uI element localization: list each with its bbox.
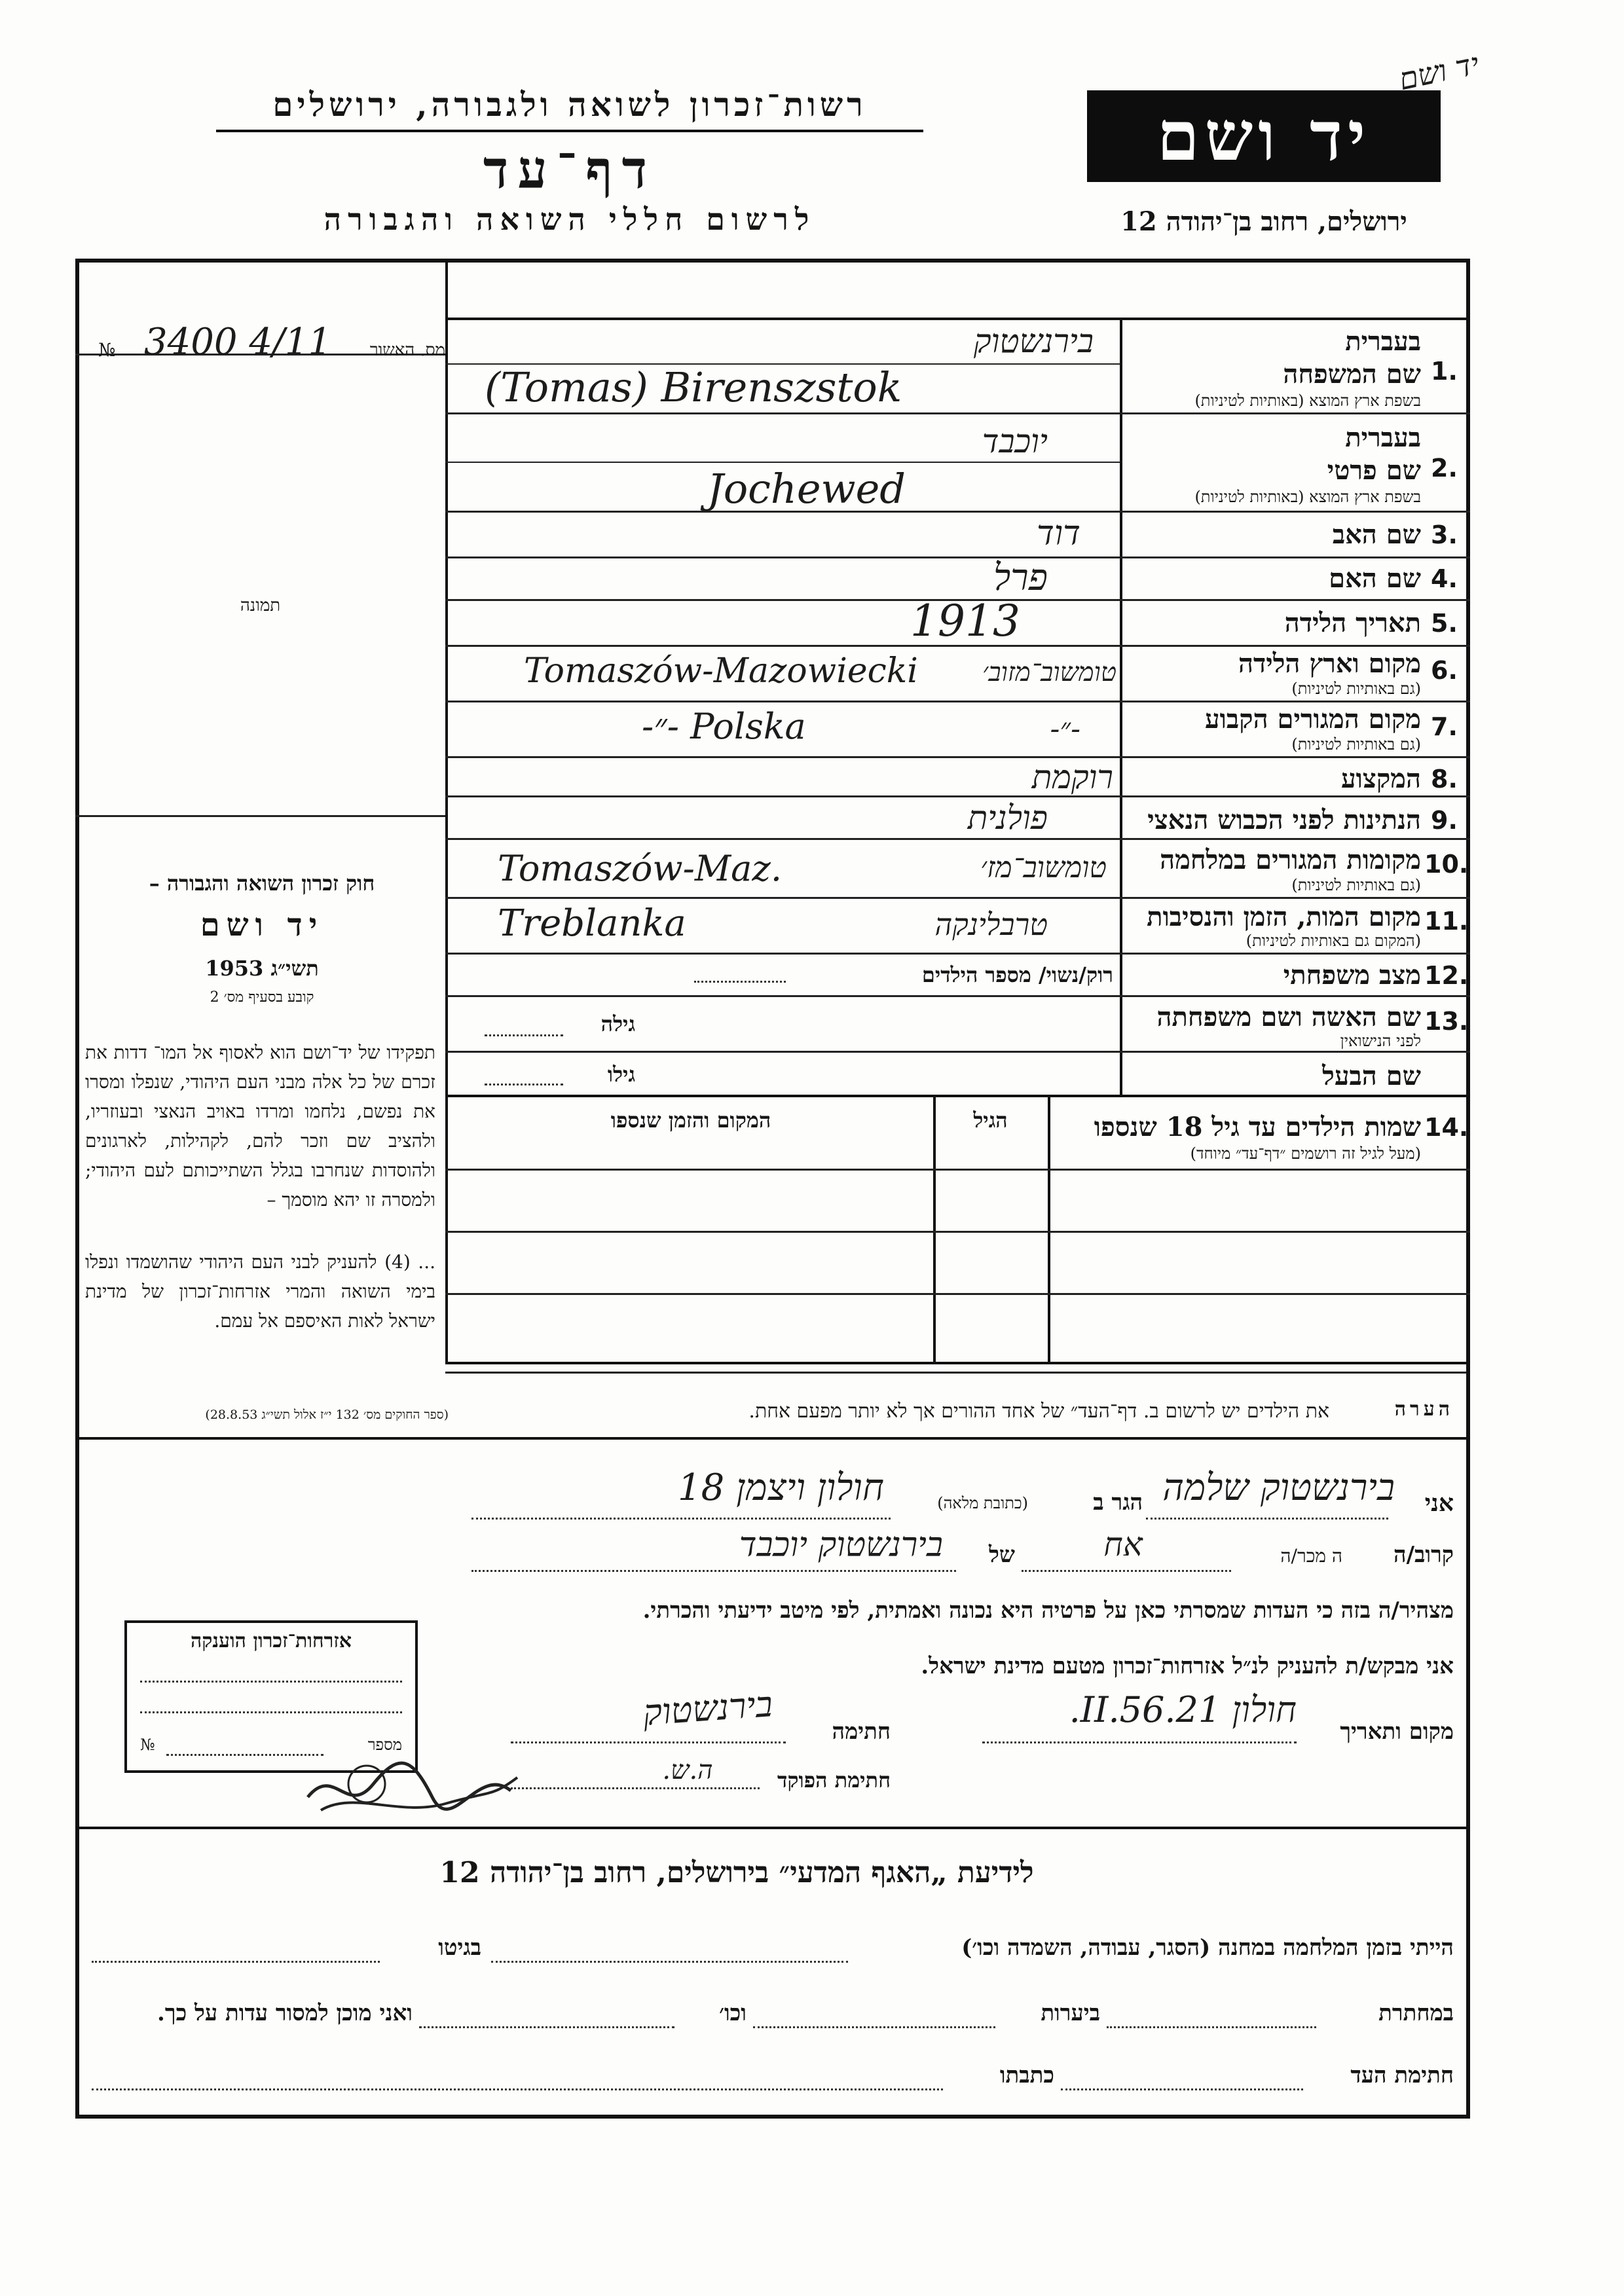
relative-name: בירנשטוק יוכבד [739,1525,943,1565]
signature-line [511,1741,786,1743]
law-title: חוק זכרון השואה והגבורה – [149,871,375,896]
relative-line [471,1570,956,1572]
declaration-i: אני [1424,1489,1454,1517]
officer-signature-line [511,1787,760,1789]
footer-witness-signature: חתימת העד [1350,2062,1454,2088]
row-11-label: מקום המות, הזמן והנסיבות [1147,902,1421,932]
citizenship-box-number-mark: № [140,1736,155,1754]
officer-signature-value: ה.ש. [662,1755,713,1785]
row-rule [445,701,1470,702]
row-11-value-hebrew: טרבלינקה [934,907,1048,942]
row-4-number: 4. [1431,564,1458,593]
row-6-label: מקום וארץ הלידה [1238,648,1421,679]
footer-ready: ואני מוכן למסור עדות על כך. [157,2000,413,2026]
row-rule [445,1051,1470,1053]
law-paragraph-2: ... (4) להעניק לבני העם היהודי שהושמדו ונפלו בימי השואה והמרי אזרחות־זכרון של מדינת ישראל לאות האיספם אל עמם. [85,1251,435,1332]
note-label: הערה [1394,1398,1454,1421]
footer-address: כתבתו [999,2062,1054,2088]
header-address: ירושלים, רחוב בן־יהודה 12 [1120,206,1407,237]
citizenship-box-title: אזרחות־זכרון הוענקה [190,1630,352,1652]
children-col-divider [933,1095,936,1362]
signature-label: חתימה [832,1719,891,1745]
children-row-rule [445,1231,1470,1233]
signature-value: בירנשטוק [641,1683,774,1734]
row-1-label: שם המשפחה [1283,359,1421,390]
approval-number-label: מס. האשור [369,340,445,360]
relation-label: קרוב/ה [1393,1542,1454,1568]
row-10-number: 10. [1424,850,1469,879]
row-2-number: 2. [1431,454,1458,483]
citizenship-box-line-1 [140,1681,402,1683]
photo-label: תמונה [240,596,281,615]
row-7-sub: (גם באותיות לטיניות) [1291,735,1421,754]
frame-left [75,259,79,2119]
row-6-value-latin: Tomaszów-Mazowiecki [524,651,918,691]
row-2-value-latin: Jochewed [707,465,906,513]
row-rule [445,995,1470,997]
row-rule [445,838,1470,840]
row-9-number: 9. [1431,806,1458,835]
row-13-age-label: גילה [600,1011,635,1036]
left-column-divider [445,259,448,1362]
row-3-value: דוד [1037,514,1080,553]
footer-underground-fill [1107,2026,1316,2028]
declaration-statement: מצהיר/ה בזה כי העדות שמסרתי כאן על פרטיה היא נכונה ואמתית, לפי מיטב ידיעתי והכרתי. [642,1597,1454,1624]
row-13-number: 13. [1424,1007,1469,1036]
row-rule [445,412,1470,414]
authority-title: רשות־זכרון לשואה ולגבורה, ירושלים [272,85,867,124]
row-10-value-hebrew: טומשוב־מז׳ [980,851,1107,884]
relation-value: אח [1103,1525,1143,1563]
footer-forests: ביערות [1041,2000,1100,2026]
row-rule [445,953,1470,955]
footer-heading: לידיעת „האגף המדעי״ בירושלים, רחוב בן־יהודה 12 [439,1856,1034,1889]
form-subtitle: לרשום חללי השואה והגבורה [323,202,816,237]
children-col-divider [1048,1095,1050,1362]
law-source: (ספר החוקים מס׳ 132 י״ז אלול תשי״ג 28.8.53) [205,1408,449,1422]
row-5-label: תאריך הלידה [1284,608,1421,638]
footer-ghetto: בגיטו [438,1935,481,1961]
relation-line [1022,1570,1231,1572]
declarant-name: בירנשטוק שלמה [1162,1467,1395,1509]
law-clause: קובע בסעיף מס׳ 2 [210,989,314,1006]
footer-address-fill [92,2088,943,2090]
row-12-label: מצב משפחתי [1283,960,1421,991]
row-10-label: מקומות המגורים במלחמה [1160,845,1421,875]
children-sub: (מעל לגיל זה רושמים ״דף־עד״ מיוחד) [1190,1144,1421,1163]
children-header-rule [445,1169,1470,1171]
declaration-address-value: חולון ויצמן 18 [678,1467,884,1509]
row-14-number: 14. [1424,1113,1469,1142]
children-bottom-rule [445,1362,1470,1364]
row-8-label: המקצוע [1341,763,1421,794]
citizenship-box-line-2 [140,1711,402,1713]
top-band-rule [445,318,1470,320]
frame-top [75,259,1470,263]
note-bottom-rule [75,1437,1470,1440]
row-10-value-latin: Tomaszów-Maz. [498,848,782,889]
row-2-label: שם פרטי [1327,455,1421,486]
row-4-label: שם האם [1329,563,1421,594]
row-7-value-latin: -״- Polska [642,706,806,747]
row-4-value: פרל [993,556,1048,599]
label-column-divider [1120,318,1122,1097]
header-rule [216,130,923,132]
footer-forests-fill [753,2026,995,2028]
approval-no-mark: № [98,339,116,361]
row-13-sub: לפני הנישואין [1340,1032,1421,1050]
row-3-label: שם האב [1332,519,1421,550]
declarant-line [1146,1518,1388,1520]
row-11-value-latin: Treblanka [498,902,686,945]
row-12-number: 12. [1424,961,1469,990]
note-text: את הילדים יש לרשום ב. דף־העד״ של אחד ההורים אך לא יותר מפעם אחת. [748,1400,1329,1423]
row-10-sub: (גם באותיות לטיניות) [1291,876,1421,894]
row-6-number: 6. [1431,656,1458,685]
law-name: יד ושם [200,907,324,943]
row-7-value-hebrew: -״- [1050,712,1080,746]
row-rule [445,1095,1470,1097]
row-13-label: שם האשה ושם משפחתה [1156,1002,1421,1032]
row-11-sub: (המקום גם באותיות לטיניות) [1246,932,1421,950]
row-husband-label: שם הבעל [1322,1061,1421,1091]
row-2-sub: בשפת ארץ המוצא (באותיות לטיניות) [1194,488,1421,506]
place-date-line [982,1741,1297,1743]
row-1-value-latin: (Tomas) Birenszstok [485,363,902,411]
corner-handwritten-note: יד ושם [1395,45,1483,98]
place-date-value: חולון 21.II.56. [1069,1689,1297,1730]
children-col-place: המקום והזמן שנספו [610,1108,771,1133]
footer-ghetto-fill [92,1961,380,1963]
row-11-number: 11. [1424,907,1469,936]
official-stamp-signature [295,1738,530,1830]
relation-options: ה מכר/ה [1280,1545,1342,1567]
declaration-residing: הגר ב [1093,1489,1143,1516]
footer-underground: במחתרת [1378,2000,1454,2026]
row-2-tag: בעברית [1345,422,1421,453]
row-12-children-line [694,981,786,983]
footer-witness-signature-fill [1061,2088,1303,2090]
row-9-value: פולנית [967,799,1048,837]
declaration-address-line [471,1518,891,1520]
law-paragraph-1: תפקידו של יד־ושם הוא לאסוף אל המו־ דדות את זכרם של כל אלה מבני העם היהודי, שנפלו ומסרו את נפשם, נלחמו ומרדו באויב הנאצי ובעוזריו, ולהציב שם וזכר להם, לקהילות, לארגונים ולהוסדות שנחרבו בגלל השתייכותם לעם היהודי; ולמסרה זו יהא מוסמך – [85,1042,435,1211]
row-8-value: רוקמת [1031,758,1113,796]
place-date-label: מקום ותאריך [1340,1719,1454,1745]
row-7-label: מקום המגורים הקבוע [1205,704,1421,735]
law-year: תשי״ג 1953 [205,956,319,981]
relation-of: של [989,1542,1015,1568]
footer-etc: וכו׳ [719,2000,747,2026]
row-1-number: 1. [1431,357,1458,386]
row-6-value-hebrew: טומשוב־מזוב׳ [982,657,1116,687]
footer-camp-line: הייתי בזמן המלחמה במחנה (הסגר, עבודה, השמדה וכו׳) [961,1935,1454,1961]
row-13-age-line [485,1034,563,1036]
footer-top-rule [75,1827,1470,1829]
children-row-rule [445,1293,1470,1295]
declaration-request: אני מבקש/ת להעניק לנ״ל אזרחות־זכרון מטעם מדינת ישראל. [921,1653,1454,1679]
citizenship-box-number-label: מספר [367,1736,402,1754]
children-label: שמות הילדים עד גיל 18 שנספו [1094,1112,1421,1142]
row-1-value-hebrew: בירנשטוק [973,322,1094,360]
children-col-age: הגיל [973,1108,1008,1133]
note-top-rule [445,1372,1470,1374]
row-7-number: 7. [1431,712,1458,741]
left-law-rule [75,815,445,817]
row-8-number: 8. [1431,765,1458,793]
row-husband-age-label: גילו [607,1062,635,1087]
footer-camp-fill [491,1961,848,1963]
footer-etc-fill [419,2026,674,2028]
row-5-value: 1913 [910,596,1020,646]
frame-bottom [75,2115,1470,2119]
row-1-tag: בעברית [1345,326,1421,357]
yad-vashem-logo: יד ושם [1087,90,1441,182]
row-3-number: 3. [1431,520,1458,549]
officer-signature-label: חתימת הפוקד [777,1768,891,1793]
sub-row-rule [445,462,1120,463]
row-6-sub: (גם באותיות לטיניות) [1291,680,1421,698]
row-12-options: רוק/נשוי/ מספר הילדים [921,962,1113,987]
row-2-value-hebrew: יוכבד [982,422,1048,460]
row-husband-age-line [485,1084,563,1085]
frame-right [1466,259,1470,2119]
row-5-number: 5. [1431,609,1458,638]
row-1-sub: בשפת ארץ המוצא (באותיות לטיניות) [1194,392,1421,410]
form-title: דף־עד [483,139,657,200]
approval-number-value: 3400 4/11 [144,321,332,363]
declaration-address-note: (כתובת מלאה) [937,1494,1028,1512]
row-9-label: הנתינות לפני הכבוש הנאצי [1147,805,1421,835]
row-rule [445,897,1470,899]
